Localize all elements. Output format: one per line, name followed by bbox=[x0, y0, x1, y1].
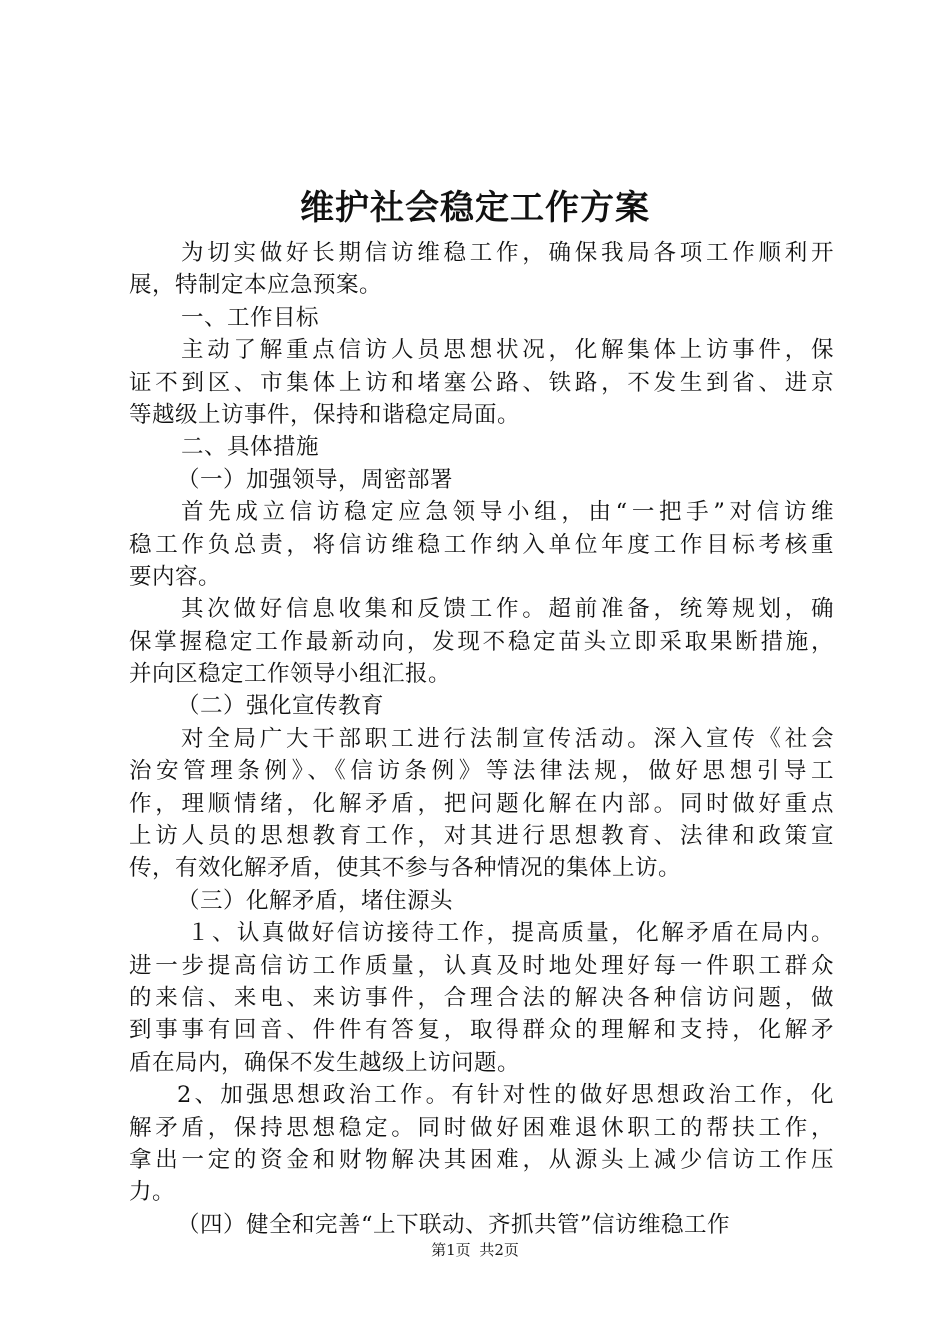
paragraph-line: 进一步提高信访工作质量，认真及时地处理好每一件职工群众 bbox=[129, 952, 834, 979]
paragraph-line: 解矛盾，保持思想稳定。同时做好困难退休职工的帮扶工作， bbox=[129, 1114, 834, 1141]
paragraph-line: 拿出一定的资金和财物解决其困难，从源头上减少信访工作压 bbox=[129, 1146, 834, 1173]
page-number: 第1页 bbox=[431, 1241, 471, 1259]
subsection-heading: （四）健全和完善“上下联动、齐抓共管”信访维稳工作 bbox=[177, 1211, 731, 1238]
paragraph-line: 盾在局内，确保不发生越级上访问题。 bbox=[129, 1049, 521, 1076]
paragraph-line: 作，理顺情绪，化解矛盾，把问题化解在内部。同时做好重点 bbox=[129, 790, 834, 817]
document-body bbox=[129, 237, 834, 1241]
paragraph-line: 到事事有回音、件件有答复，取得群众的理解和支持，化解矛 bbox=[129, 1017, 834, 1044]
paragraph-line: 展，特制定本应急预案。 bbox=[129, 272, 383, 299]
paragraph-line: 力。 bbox=[129, 1179, 176, 1206]
paragraph-line: 证不到区、市集体上访和堵塞公路、铁路，不发生到省、进京 bbox=[129, 369, 834, 396]
page-footer bbox=[0, 1240, 950, 1260]
paragraph-line: 2、加强思想政治工作。有针对性的做好思想政治工作，化 bbox=[177, 1082, 834, 1109]
page-total: 共2页 bbox=[479, 1241, 519, 1259]
paragraph-line: １、认真做好信访接待工作，提高质量，化解矛盾在局内。 bbox=[187, 920, 834, 947]
subsection-heading: （三）化解矛盾，堵住源头 bbox=[177, 887, 454, 914]
subsection-heading: （二）强化宣传教育 bbox=[177, 693, 385, 720]
paragraph-line: 为切实做好长期信访维稳工作，确保我局各项工作顺利开 bbox=[181, 240, 834, 266]
document-title: 维护社会稳定工作方案 bbox=[300, 188, 650, 228]
section-heading: 一、工作目标 bbox=[181, 304, 320, 331]
section-heading: 二、具体措施 bbox=[181, 434, 320, 461]
paragraph-line: 稳工作负总责，将信访维稳工作纳入单位年度工作目标考核重 bbox=[129, 531, 834, 558]
paragraph-line: 对全局广大干部职工进行法制宣传活动。深入宣传《社会 bbox=[181, 725, 834, 752]
paragraph-line: 上访人员的思想教育工作，对其进行思想教育、法律和政策宣 bbox=[129, 823, 834, 850]
paragraph-line: 的来信、来电、来访事件，合理合法的解决各种信访问题，做 bbox=[129, 984, 834, 1011]
subsection-heading: （一）加强领导，周密部署 bbox=[177, 466, 454, 493]
paragraph-line: 主动了解重点信访人员思想状况，化解集体上访事件，保 bbox=[181, 337, 834, 364]
paragraph-line: 要内容。 bbox=[129, 563, 222, 590]
paragraph-line: 保掌握稳定工作最新动向，发现不稳定苗头立即采取果断措施， bbox=[129, 628, 834, 655]
paragraph-line: 传，有效化解矛盾，使其不参与各种情况的集体上访。 bbox=[129, 855, 682, 882]
paragraph-line: 治安管理条例》、《信访条例》等法律法规，做好思想引导工 bbox=[129, 758, 834, 785]
paragraph-line: 其次做好信息收集和反馈工作。超前准备，统筹规划，确 bbox=[181, 596, 834, 623]
paragraph-line: 并向区稳定工作领导小组汇报。 bbox=[129, 661, 452, 688]
paragraph-line: 首先成立信访稳定应急领导小组，由“一把手”对信访维 bbox=[181, 499, 834, 526]
paragraph-line: 等越级上访事件，保持和谐稳定局面。 bbox=[129, 401, 521, 428]
